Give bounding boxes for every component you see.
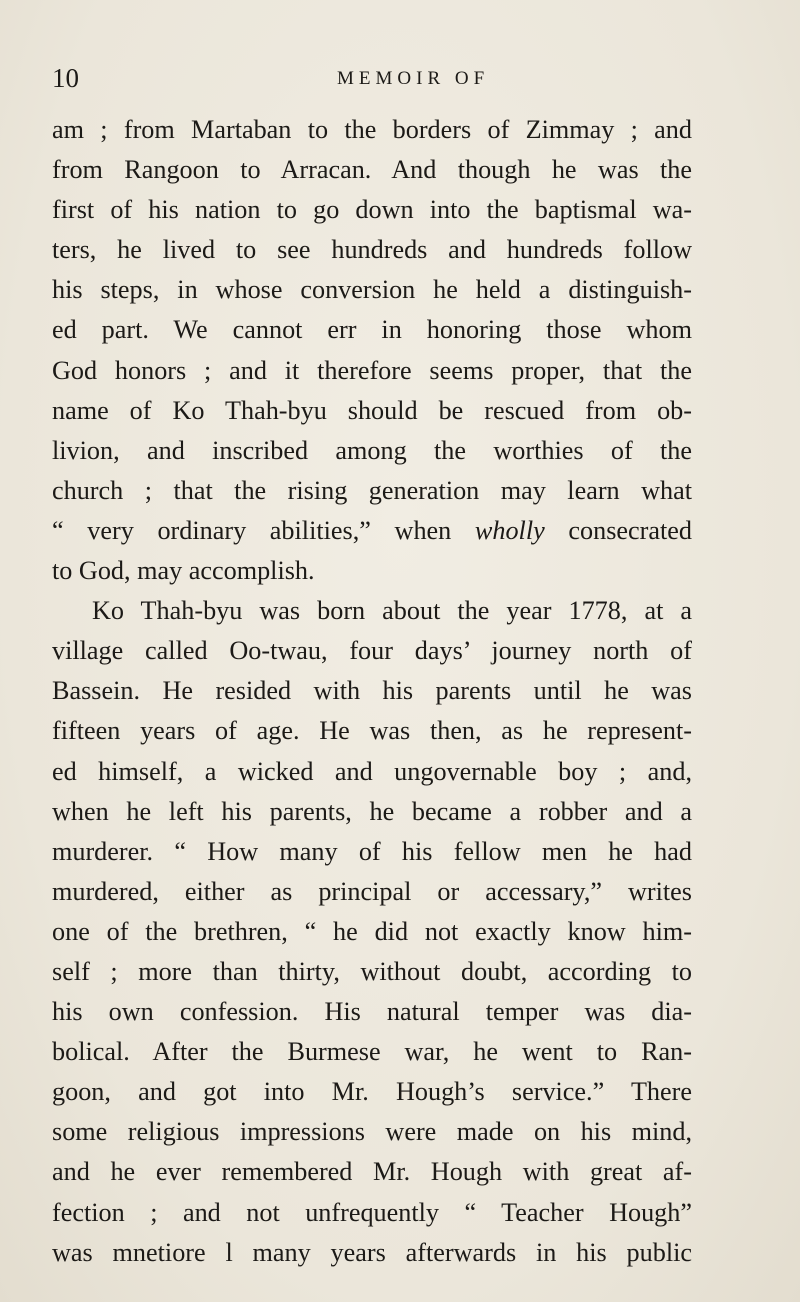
text-line: murderer. “ How many of his fellow men he had bbox=[52, 836, 692, 866]
text-line: Bassein. He resided with his parents until he was bbox=[52, 676, 692, 706]
text-line: livion, and inscribed among the worthies of the bbox=[52, 435, 692, 465]
text-line: when he left his parents, he became a robber and a bbox=[52, 796, 692, 826]
text-line-with-italic bbox=[52, 511, 692, 551]
text-line: his steps, in whose conversion he held a distinguish- bbox=[52, 275, 692, 305]
text-line: church ; that the rising generation may learn what bbox=[52, 475, 692, 505]
body-text bbox=[52, 110, 692, 1273]
text-line: from Rangoon to Arracan. And though he was the bbox=[52, 155, 692, 185]
text-line: ed part. We cannot err in honoring those whom bbox=[52, 315, 692, 345]
text-segment: consecrated bbox=[544, 515, 692, 545]
text-segment: “ very ordinary abilities,” when bbox=[52, 515, 475, 545]
page-header bbox=[52, 62, 612, 94]
text-line: some religious impressions were made on his mind, bbox=[52, 1117, 692, 1147]
text-line: God honors ; and it therefore seems proper, that the bbox=[52, 355, 692, 385]
text-line: fection ; and not unfrequently “ Teacher Hough” bbox=[52, 1197, 692, 1227]
text-line: bolical. After the Burmese war, he went to Ran- bbox=[52, 1037, 692, 1067]
text-line: ters, he lived to see hundreds and hundreds follow bbox=[52, 235, 692, 265]
text-line: first of his nation to go down into the baptismal wa- bbox=[52, 195, 692, 225]
paragraph-start-line: Ko Thah-byu was born about the year 1778, at a bbox=[92, 596, 692, 626]
text-line: murdered, either as principal or accessary,” writes bbox=[52, 876, 692, 906]
running-head: MEMOIR OF bbox=[337, 68, 490, 89]
text-line: and he ever remembered Mr. Hough with great af- bbox=[52, 1157, 692, 1187]
text-line: goon, and got into Mr. Hough’s service.” There bbox=[52, 1077, 692, 1107]
text-line: fifteen years of age. He was then, as he represent- bbox=[52, 716, 692, 746]
text-line: name of Ko Thah-byu should be rescued from ob- bbox=[52, 395, 692, 425]
text-line: was mnetiore l many years afterwards in his public bbox=[52, 1237, 692, 1267]
text-line: self ; more than thirty, without doubt, according to bbox=[52, 956, 692, 986]
page-number: 10 bbox=[52, 63, 79, 93]
text-line: his own confession. His natural temper was dia- bbox=[52, 997, 692, 1027]
text-line: village called Oo-twau, four days’ journey north of bbox=[52, 636, 692, 666]
text-line: ed himself, a wicked and ungovernable boy ; and, bbox=[52, 756, 692, 786]
text-line: am ; from Martaban to the borders of Zimmay ; and bbox=[52, 115, 692, 144]
paragraph-end-line: to God, may accomplish. bbox=[52, 556, 315, 586]
italic-word: wholly bbox=[474, 515, 545, 545]
text-line: one of the brethren, “ he did not exactly know him- bbox=[52, 916, 692, 946]
